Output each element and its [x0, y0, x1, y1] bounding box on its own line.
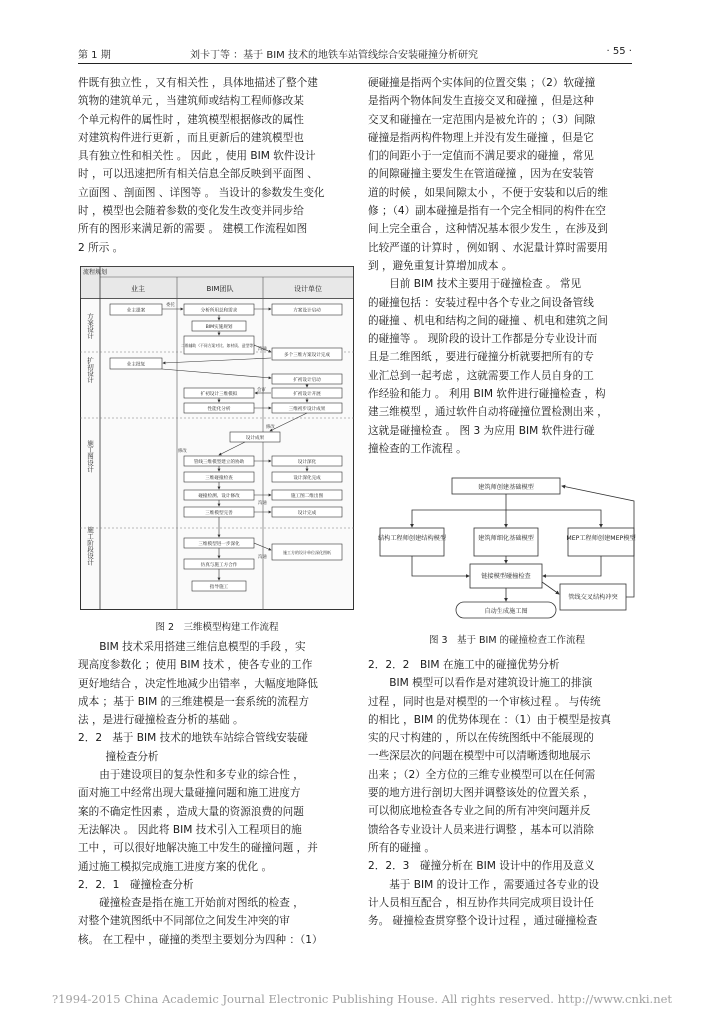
paragraph-line: 且是二维图纸 ，要进行碰撞分析就要把所有的专	[368, 351, 594, 364]
paragraph-line: 目前 BIM 技术主要用于碰撞检查 。 常见	[389, 278, 582, 291]
section-heading-2-2-3: 2．2．3 碰撞分析在 BIM 设计中的作用及意义	[368, 860, 595, 873]
figure-2-flowchart	[80, 266, 354, 610]
paragraph-line: 作经验和能力 。 利用 BIM 软件进行碰撞检查 ，构	[368, 388, 606, 401]
paragraph-line: 业汇总到一起考虑 ，这就需要工作人员自身的工	[368, 369, 594, 382]
page-number: · 55 ·	[606, 46, 632, 57]
paragraph-line: 现高度参数化 ；使用 BIM 技术 ，使各专业的工作	[78, 659, 313, 672]
edge-label: 委托	[166, 303, 175, 308]
paragraph-line: 对建筑构件进行更新 ，而且更新后的建筑模型也	[78, 131, 304, 144]
paragraph-line: 修 ；（4）副本碰撞是指有一个完全相同的构件在空	[368, 205, 606, 218]
header-rule	[78, 63, 632, 64]
paragraph-line: 立面图 、剖面图 、详图等 。 当设计的参数发生变化	[78, 186, 325, 199]
flow-box-label: MEP工程师创建MEP模型	[566, 535, 636, 542]
paragraph-line: 道的时候 ，如果间隙太小 ，不便于安装和以后的维	[368, 186, 608, 199]
flow-box-label: 管线交叉结构冲突	[568, 594, 618, 601]
paragraph-line: 出来 ；（2）全方位的三维专业模型可以在任何需	[368, 768, 596, 781]
flow-box-label: 三维碰撞检查	[205, 476, 233, 481]
flow-box-label: 链接模型碰撞检查	[481, 573, 531, 580]
phase-label-2: 扩初设计	[86, 357, 94, 383]
flow-box-label: 仿真与施工方合作	[200, 563, 238, 568]
figure-3-caption: 图 3 基于 BIM 的碰撞检查工作流程	[428, 635, 586, 646]
paragraph-line: 馈给各专业设计人员来进行调整 ，基本可以消除	[368, 823, 594, 836]
flow-box-label: 自动生成施工图	[484, 608, 528, 615]
paragraph-line: 这就是碰撞检查 。 图 3 为应用 BIM 软件进行碰	[368, 424, 595, 437]
paragraph-line: BIM 模型可以看作是对建筑设计施工的排演	[389, 677, 593, 690]
paragraph-line: 的间隙碰撞主要发生在管道碰撞 ，因为在安装管	[368, 168, 594, 181]
flow-box-label: 施工方的设计单位深化图纸	[283, 550, 331, 555]
paragraph-line: 具有独立性和相关性 。 因此 ，使用 BIM 软件设计	[78, 150, 316, 163]
paragraph-line: 务。 碰撞检查贯穿整个设计过程 ，通过碰撞检查	[368, 915, 598, 928]
flow-box-label: 业主提案	[126, 308, 146, 314]
paragraph-line: 时 ，可以迅速把所有相关信息全部反映到平面图 、	[78, 168, 318, 181]
paragraph-line: 可以彻底地检查各专业之间的所有冲突问题并反	[368, 805, 591, 818]
left-column-bottom	[78, 638, 360, 949]
paragraph-line: BIM 技术采用搭建三维信息模型的手段 ，实	[99, 641, 306, 653]
phase-label-4: 施工阶段设计	[86, 526, 94, 566]
paragraph-line: 核。 在工程中 ，碰撞的类型主要划分为四种 ：（1）	[78, 933, 323, 946]
flow-box-label: 扩初设计三维模拟	[200, 392, 238, 397]
lane-design-label: 设计单位	[294, 285, 322, 293]
section-heading-2-2-1: 2．2．1 碰撞检查分析	[78, 878, 194, 891]
figure-2-caption: 图 2 三维模型构建工作流程	[155, 622, 279, 633]
paragraph-line: 由于建设项目的复杂性和多专业的综合性 ，	[99, 769, 304, 782]
section-number: 2．2	[78, 732, 103, 745]
paragraph-line: 成本 ；基于 BIM 的三维建模是一套系统的流程方	[78, 695, 309, 708]
paragraph-line: 的相比 ，BIM 的优势体现在 ：（1）由于模型是按真	[368, 713, 611, 726]
flow-box-label: 设计深化	[297, 460, 317, 465]
flow-box	[474, 528, 538, 556]
right-column-bottom	[368, 656, 650, 930]
flow-box-label: 设计完成	[297, 511, 317, 516]
flow-box-label: 方案设计启动	[293, 308, 321, 314]
paragraph-line: 要的地方进行剖切大图并调整该处的位置关系 ，	[368, 787, 594, 800]
flow-box-label: 施工图二维出图	[290, 494, 324, 499]
paragraph-line: 撞检查的工作流程 。	[368, 442, 467, 455]
right-column-top	[368, 74, 650, 458]
paragraph-line: 到 ，避免重复计算增加成本 。	[368, 259, 513, 272]
paragraph-line: 筑物的建筑单元 ，当建筑师或结构工程师修改某	[78, 95, 304, 108]
paragraph-line: 的碰撞等 。 现阶段的设计工作都是分专业设计而	[368, 333, 598, 346]
flow-box-label: 三维模型进一步深化	[198, 542, 240, 547]
paragraph-line: 法 ，是进行碰撞检查分析的基础 。	[78, 714, 244, 727]
flow-box-label: 二维辅助（不同方案对比、如材质、造型等）	[181, 343, 257, 348]
paragraph-line: 过程 ，同时也是对模型的一个审核过程 。 与传统	[368, 695, 601, 708]
lane-business-label: 业主	[131, 285, 145, 293]
flow-box-label: BIM实施规划	[205, 325, 233, 330]
paragraph-line: 通过施工模拟完成施工进度方案的优化 。	[78, 860, 273, 873]
paragraph-line: 计人员相互配合 ，相互协作共同完成项目设计任	[368, 896, 594, 909]
paragraph-line: 基于 BIM 的设计工作 ，需要通过各专业的设	[389, 878, 599, 891]
flow-box-label: 建筑师细化基础模型	[478, 535, 534, 542]
paragraph-line: 间上完全重合 ，这种情况基本很少发生 ，在涉及到	[368, 223, 608, 236]
flow-box-label: 性能化分析	[207, 407, 231, 412]
flow-box-label: 扩初设计启动	[293, 378, 321, 383]
paragraph-line: 无法解决 。 因此将 BIM 技术引入工程项目的施	[78, 823, 302, 836]
paragraph-line: 建三维模型 ，通过软件自动将碰撞位置检测出来 ，	[368, 406, 608, 419]
paragraph-line: 案的不确定性因素 ，造成大量的资源浪费的问题	[78, 805, 304, 818]
flow-box	[377, 528, 447, 556]
paragraph-line: 对整个建筑图纸中不同部位之间发生冲突的审	[78, 915, 290, 928]
section-title-line-1: 基于 BIM 技术的地铁车站综合管线安装碰	[112, 732, 308, 745]
running-title: 刘卡丁等 ：基于 BIM 技术的地铁车站管线综合安装碰撞分析研究	[190, 50, 478, 61]
lane-bim-label: BIM团队	[206, 285, 234, 293]
edge-label: 沟通	[258, 555, 267, 560]
flow-box-label: 三维初步设计成果	[288, 407, 326, 412]
flow-box-label: 三维模型完善	[205, 511, 233, 516]
flow-box-label: 业主批复	[126, 362, 146, 368]
paragraph-line: 所有的碰撞 。	[368, 841, 435, 854]
paragraph-line: 面对施工中经常出现大量碰撞问题和施工进度方	[78, 787, 301, 800]
paragraph-line: 件既有独立性 ，又有相关性 ，具体地描述了整个建	[78, 77, 318, 89]
flow-box-label: 结构工程师创建结构模型	[377, 535, 447, 542]
left-column-top	[78, 74, 360, 257]
paragraph-line: 一些深层次的问题在模型中可以清晰透彻地展示	[368, 750, 591, 763]
flow-box-label: 设计深化完成	[293, 476, 321, 481]
paragraph-line: 碰撞检查是指在施工开始前对图纸的检查 ，	[99, 897, 304, 910]
edge-label: 沟通	[258, 347, 267, 352]
paragraph-line: 个单元构件的属性时 ，建筑模型根据修改的属性	[78, 113, 304, 126]
flow-box-label: 扩初设计开展	[293, 392, 321, 397]
paragraph-line: 的碰撞 、机电和结构之间的碰撞 、机电和建筑之间	[368, 314, 608, 327]
paragraph-line: 硬碰撞是指两个实体间的位置交集 ；（2）软碰撞	[368, 77, 596, 89]
issue-number: 第 1 期	[78, 50, 111, 61]
phase-label-1: 方案设计	[86, 313, 94, 339]
paragraph-line: 时 ，模型也会随着参数的变化发生改变并同步给	[78, 205, 304, 218]
flow-box-label: 指导施工	[209, 585, 229, 590]
paragraph-line: 2 所示 。	[78, 241, 124, 254]
paragraph-line: 们的间距小于一定值而不满足要求的碰撞 ，常见	[368, 150, 594, 163]
flow-box-label: 分析所用总和需求	[200, 308, 238, 314]
edge-label: 修改	[178, 449, 187, 454]
paragraph-line: 工中 ，可以很好地解决施工中发生的碰撞问题 ，并	[78, 842, 318, 855]
paragraph-line: 交叉和碰撞在一定范围内是被允许的 ；（3）间隙	[368, 113, 596, 126]
flow-box	[568, 528, 634, 556]
paragraph-line: 实的尺寸构建的 ，所以在传统图纸中不能展现的	[368, 732, 594, 745]
paragraph-line: 所有的图形来满足新的需要 。 建模工作流程如图	[78, 223, 308, 236]
paragraph-line: 的碰撞包括 ：安装过程中各个专业之间设备管线	[368, 296, 594, 309]
edge-label: 会审	[257, 388, 266, 393]
edge-label: 沟通	[258, 501, 267, 506]
running-header	[78, 46, 632, 62]
flow-box-label: 碰撞检测、设计修改	[198, 494, 240, 499]
edge-label: 修改	[266, 425, 275, 430]
paragraph-line: 是指两个物体间发生直接交叉和碰撞 ，但是这种	[368, 95, 594, 108]
paragraph-line: 比较严谨的计算时 ，例如钢 、水泥量计算时需要用	[368, 241, 608, 254]
section-title-line-2: 撞检查分析	[105, 750, 159, 763]
corner-label: 流程规划	[83, 269, 108, 276]
copyright-footer: ?1994-2015 China Academic Journal Electronic Publishing House. All rights reserved. http://www.cnki.net	[51, 992, 673, 1006]
section-heading-2-2	[78, 729, 360, 747]
header-row	[81, 267, 354, 299]
paragraph-line: 更好地结合 ，决定性地减少出错率 ，大幅度地降低	[78, 677, 318, 690]
figure-3-flowchart	[376, 476, 638, 626]
paragraph-line: 碰撞是指两构件物理上并没有发生碰撞 ，但是它	[368, 131, 594, 144]
flow-box-label: 管线三维模型建立的协助	[193, 460, 245, 465]
flow-box-label: 建筑师创建基础模型	[478, 484, 534, 491]
flow-box-label: 设计成果	[245, 436, 265, 441]
phase-label-3: 施工图设计	[86, 439, 94, 473]
section-heading-2-2-2: 2．2．2 BIM 在施工中的碰撞优势分析	[368, 659, 560, 671]
flow-box-label: 多个三维方案设计完成	[284, 353, 330, 358]
